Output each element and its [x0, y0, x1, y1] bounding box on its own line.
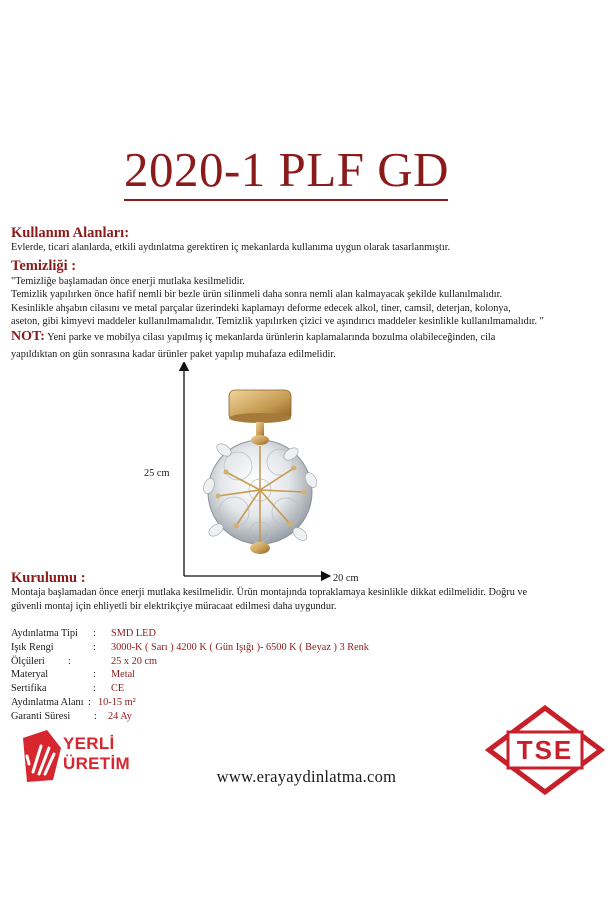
usage-text: Evlerde, ticari alanlarda, etkili aydınlatma gerektiren iç mekanlarda kullanıma uygun olarak tasarlanmıştır.: [11, 242, 451, 253]
spec-value: 10-15 m²: [98, 697, 136, 708]
note-text-continued: yapıldıktan on gün sonrasına kadar ürünler paket yapılıp muhafaza edilmelidir.: [11, 349, 336, 360]
cleaning-line: Temizlik yapılırken önce hafif nemli bir bezle ürün silinmeli daha sonra nemli alan kalmayacak şekilde kullanılmalıdır.: [11, 289, 503, 300]
spec-key: Aydınlatma Tipi: [11, 628, 78, 639]
width-label: 20 cm: [333, 573, 359, 584]
spec-value: Metal: [111, 669, 136, 680]
installation-line: güvenli montaj için ehliyetli bir elektrikçiye müracaat edilmesi daha uygundur.: [11, 601, 337, 612]
note-text: Yeni parke ve mobilya cilası yapılmış iç mekanlarda ürünlerin kaplamalarında bozulma olabileceğinden, cila: [44, 332, 496, 343]
spec-key: Ölçüleri: [11, 656, 45, 667]
spec-separator: :: [68, 656, 71, 667]
spec-separator: :: [88, 697, 91, 708]
spec-separator: :: [93, 669, 96, 680]
product-dimension-diagram: [150, 362, 370, 592]
tse-logo: [484, 704, 606, 796]
cleaning-line: "Temizliğe başlamadan önce enerji mutlaka kesilmelidir.: [11, 276, 245, 287]
cleaning-heading: Temizliği :: [11, 258, 77, 274]
website-url: www.erayaydinlatma.com: [216, 767, 397, 786]
spec-row: [11, 655, 511, 669]
product-title: 2020-1 PLF GD: [123, 142, 450, 197]
spec-row: [11, 696, 511, 710]
cleaning-line: Kesinlikle ahşabın cilasını ve metal parçalar üzerindeki kaplamayı deforme edecek alkol, tiner, camsil, deterjan, kolonya,: [11, 303, 511, 314]
spec-key: Aydınlatma Alanı: [11, 697, 84, 708]
spec-key: Materyal: [11, 669, 49, 680]
spec-value: CE: [111, 683, 125, 694]
bottom-finial: [250, 542, 270, 554]
tse-text: TSE: [516, 735, 574, 765]
spec-value: 25 x 20 cm: [111, 656, 158, 667]
spec-key: Işık Rengi: [11, 642, 54, 653]
spec-value: SMD LED: [111, 628, 156, 639]
spec-row: [11, 682, 511, 696]
spec-value: 3000-K ( Sarı ) 4200 K ( Gün Işığı )- 6500 K ( Beyaz ) 3 Renk: [111, 642, 369, 653]
spec-value: 24 Ay: [108, 711, 132, 722]
badge-line2: ÜRETİM: [63, 754, 130, 773]
note-label: NOT:: [11, 329, 45, 344]
spec-row: [11, 668, 511, 682]
installation-heading: Kurulumu :: [11, 570, 86, 586]
usage-heading: Kullanım Alanları:: [11, 225, 130, 241]
title-underline: [124, 199, 448, 201]
spec-row: [11, 641, 511, 655]
note-paragraph: [11, 330, 495, 344]
spec-separator: :: [94, 711, 97, 722]
spec-key: Sertifika: [11, 683, 47, 694]
spec-table: [11, 627, 511, 727]
spec-row: [11, 627, 511, 641]
spec-separator: :: [93, 683, 96, 694]
cleaning-line: aseton, gibi kimyevi maddeler kullanılmamalıdır. Temizlik yapılırken çizici ve aşındırıcı maddeler kesinlikle kullanılmamalıdır. ": [11, 316, 544, 327]
spec-row: [11, 710, 511, 724]
spec-key: Garanti Süresi: [11, 711, 71, 722]
badge-line1: YERLİ: [63, 734, 115, 753]
spec-separator: :: [93, 642, 96, 653]
height-label: 25 cm: [144, 468, 170, 479]
spec-separator: :: [93, 628, 96, 639]
installation-line: Montaja başlamadan önce enerji mutlaka kesilmelidir. Ürün montajında topraklamaya kesinlikle dikkat edilmelidir. Doğru ve: [11, 587, 528, 598]
